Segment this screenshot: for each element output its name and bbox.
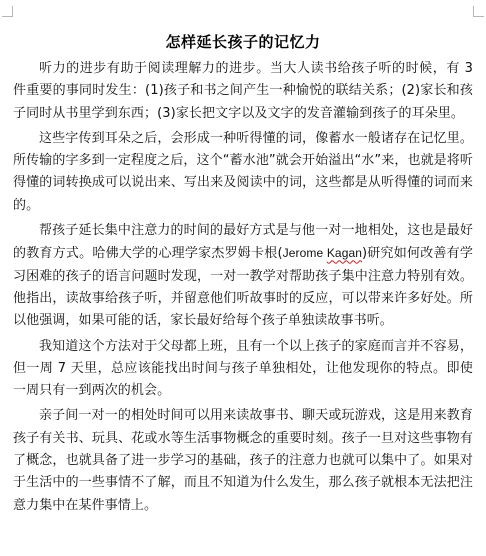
paragraph-1: 听力的进步有助于阅读理解力的进步。当大人读书给孩子听的时候，有 3 件重要的事同时发生：(1)孩子和书之间产生一种愉悦的联结关系；(2)家长和孩子同时从书里学到东西；(3)家长把文字以及文字的发音灌输到孩子的耳朵里。: [13, 61, 473, 121]
document-title: 怎样延长孩子的记忆力: [165, 33, 321, 51]
crop-mark-top-left: [2, 6, 13, 17]
paragraph-3-name-first: Jerome: [282, 246, 327, 261]
paragraph-5: 亲子间一对一的相处时间可以用来读故事书、聊天或玩游戏，这是用来教育孩子有关书、玩具、花或水等生活事物概念的重要时刻。孩子一旦对这些事物有了概念，也就具备了进一步学习的基础，孩子的注意力也就可以集中了。如果对于生活中的一些事情不了解，而且不知道为什么发生，那么孩子就根本无法把注意力集中在某件事情上。: [13, 408, 473, 513]
crop-mark-top-right: [473, 6, 484, 17]
spellcheck-flagged-word[interactable]: Kagan: [326, 246, 363, 261]
paragraph-4: 我知道这个方法对于父母都上班，且有一个以上孩子的家庭而言并不容易，但一周 7 天里，总应该能找出时间与孩子单独相处，让他发现你的特点。即使一周只有一到两次的机会。: [13, 338, 473, 399]
paragraph-3-text-after: )研究如何改善有学习困难的孩子的语言问题时发现，一对一教学对帮助孩子集中注意力特别有效。他指出，读故事给孩子听，并留意他们听故事时的反应，可以带来许多好处。所以他强调，如果可能的话，家长最好给每个孩子单独读故事书听。: [13, 246, 473, 329]
paragraph-3: [13, 220, 473, 332]
paragraph-3-text-before: 帮孩子延长集中注意力的时间的最好方式是与他一对一地相处，这也是最好的教育方式。哈佛大学的心理学家杰罗姆卡根(: [13, 223, 473, 262]
paragraph-2: 这些字传到耳朵之后，会形成一种听得懂的词，像蓄水一般诸存在记忆里。所传输的字多到一定程度之后，这个“蓄水池”就会开始溢出“水”来，也就是将听得懂的词转换成可以说出来、写出来及阅读中的词，这些都是从听得懂的词而来的。: [13, 130, 473, 213]
